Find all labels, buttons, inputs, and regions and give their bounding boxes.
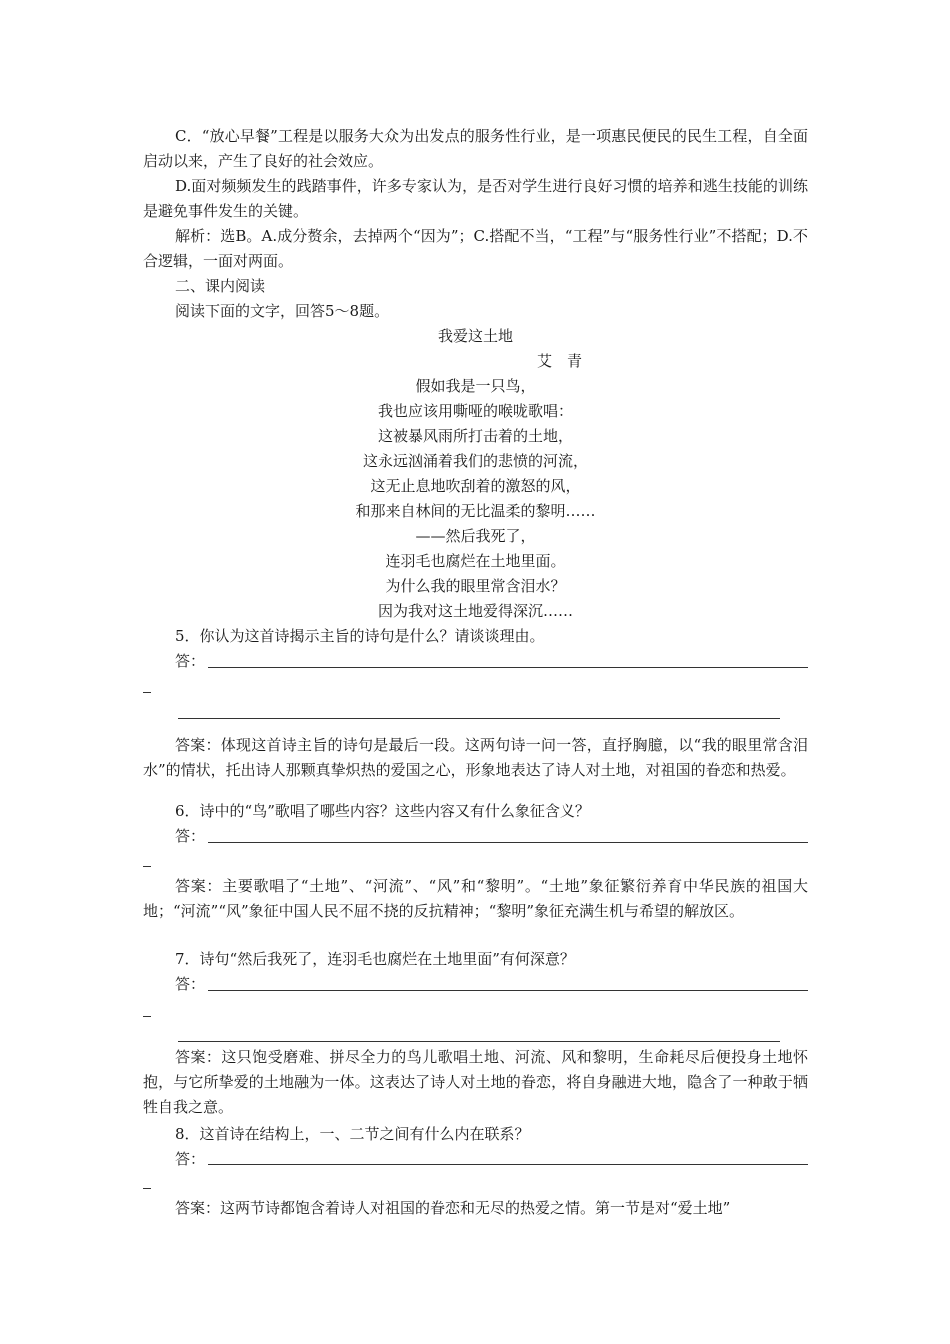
answer-8: 答案：这两节诗都饱含着诗人对祖国的眷恋和无尽的热爱之情。第一节是对“爱土地” [175,1199,731,1217]
poem-title: 我爱这土地 [437,327,513,345]
answer-label: 答： [175,652,206,670]
answer-blank-7b[interactable] [178,1041,780,1042]
answer-6: 答案：主要歌唱了“土地”、“河流”、“风”和“黎明”。“土地”象征繁衍养育中华民族的祖国大地；“河流”“风”象征中国人民不屈不挠的反抗精神；“黎明”象征充满生机与希望的解放区。 [143,877,808,920]
question-7: 7．诗句“然后我死了，连羽毛也腐烂在土地里面”有何深意？ [175,950,575,968]
option-c: C．“放心早餐”工程是以服务大众为出发点的服务性行业，是一项惠民便民的民生工程，自全面启动以来，产生了良好的社会效应。 [143,127,808,170]
answer-blank-7a[interactable] [208,990,808,991]
answer-label: 答： [175,975,206,993]
option-d: D.面对频频发生的践踏事件，许多专家认为，是否对学生进行良好习惯的培养和逃生技能的训练是避免事件发生的关键。 [143,177,808,220]
reading-instruction: 阅读下面的文字，回答5～8题。 [175,302,390,320]
answer-blank-5a[interactable] [208,667,808,668]
poem-line: 为什么我的眼里常含泪水？ [385,577,566,595]
question-6: 6．诗中的“鸟”歌唱了哪些内容？这些内容又有什么象征含义？ [175,802,590,820]
answer-label: 答： [175,827,206,845]
answer-blank-6[interactable] [208,842,808,843]
answer-blank-dash [143,1016,151,1017]
poem-line: 我也应该用嘶哑的喉咙歌唱： [377,402,573,420]
poem-line: ——然后我死了， [415,527,536,545]
answer-blank-dash [143,692,151,693]
answer-blank-8[interactable] [208,1164,808,1165]
answer-5: 答案：体现这首诗主旨的诗句是最后一段。这两句诗一问一答，直抒胸臆，以“我的眼里常含泪水”的情状，托出诗人那颗真挚炽热的爱国之心，形象地表达了诗人对土地，对祖国的眷恋和热爱。 [143,736,808,779]
poem-line: 这被暴风雨所打击着的土地， [377,427,573,445]
poem-line: 和那来自林间的无比温柔的黎明…… [355,502,596,520]
answer-blank-5b[interactable] [178,718,780,719]
poem-author: 艾 青 [537,352,583,370]
section-heading: 二、课内阅读 [175,277,266,295]
answer-blank-dash [143,866,151,867]
question-8: 8．这首诗在结构上，一、二节之间有什么内在联系？ [175,1125,530,1143]
poem-line: 假如我是一只鸟， [415,377,536,395]
answer-blank-dash [143,1188,151,1189]
answer-7: 答案：这只饱受磨难、拼尽全力的鸟儿歌唱土地、河流、风和黎明，生命耗尽后便投身土地怀抱，与它所挚爱的土地融为一体。这表达了诗人对土地的眷恋，将自身融进大地，隐含了一种敢于牺牲自我之意。 [143,1048,808,1116]
poem-line: 连羽毛也腐烂在土地里面。 [385,552,566,570]
poem-line: 这无止息地吹刮着的激怒的风， [370,477,581,495]
question-5: 5．你认为这首诗揭示主旨的诗句是什么？请谈谈理由。 [175,627,545,645]
poem-line: 因为我对这土地爱得深沉…… [377,602,573,620]
poem-line: 这永远汹涌着我们的悲愤的河流， [362,452,588,470]
answer-label: 答： [175,1150,206,1168]
analysis-text: 解析：选B。A.成分赘余，去掉两个“因为”；C.搭配不当，“工程”与“服务性行业”不搭配；D.不合逻辑，一面对两面。 [143,227,808,270]
